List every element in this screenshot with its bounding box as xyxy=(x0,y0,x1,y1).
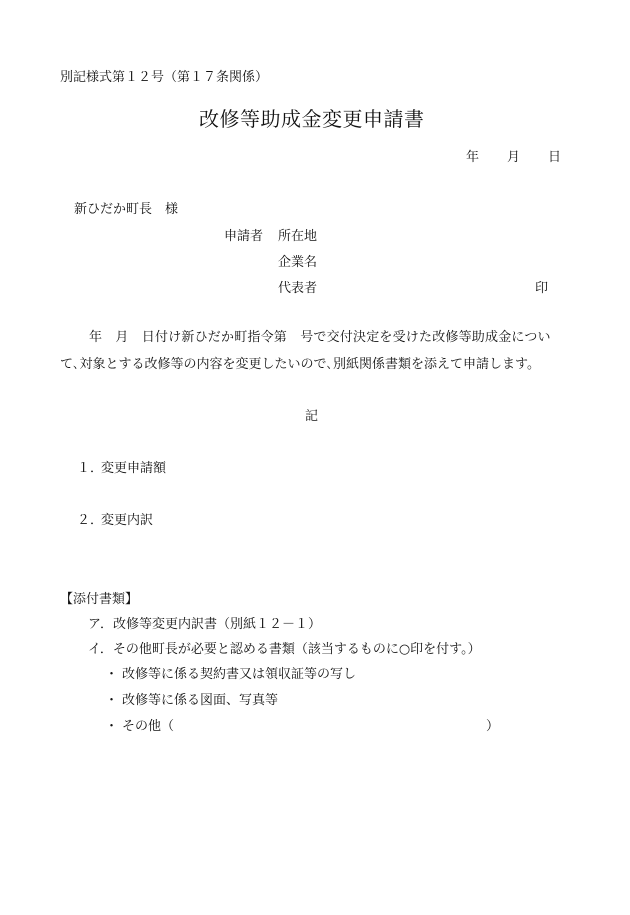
addressee: 新ひだか町長 様 xyxy=(74,202,179,217)
other-label: その他（ xyxy=(122,719,175,734)
bullet-icon: ・ xyxy=(105,693,119,708)
item-number: ２． xyxy=(77,513,104,528)
applicant-heading: 申請者 xyxy=(224,229,264,244)
representative-label: 代表者 xyxy=(278,281,318,296)
item-label: 変更申請額 xyxy=(101,461,167,476)
attachment-a: ア．改修等変更内訳書（別紙１２－１） xyxy=(88,617,321,632)
item-label: 変更内訳 xyxy=(101,513,154,528)
attachment-i: イ．その他町長が必要と認める書類（該当するものに○印を付す。） xyxy=(88,642,481,657)
seal-label: 印 xyxy=(535,281,549,296)
company-label: 企業名 xyxy=(278,255,318,270)
date-month-label: 月 xyxy=(507,150,521,165)
ki-label: 記 xyxy=(305,409,319,424)
date-year-label: 年 xyxy=(466,150,480,165)
bullet-text: 改修等に係る図面、写真等 xyxy=(122,693,279,708)
bullet-text: 改修等に係る契約書又は領収証等の写し xyxy=(122,667,357,682)
address-label: 所在地 xyxy=(278,229,318,244)
body-line-2: て､対象とする改修等の内容を変更したいので､別紙関係書類を添えて申請します。 xyxy=(60,357,540,372)
document-title: 改修等助成金変更申請書 xyxy=(199,107,425,131)
item-number: １． xyxy=(77,461,104,476)
date-day-label: 日 xyxy=(548,150,562,165)
body-line-1: 年 月 日付け新ひだか町指令第 号で交付決定を受けた改修等助成金につい xyxy=(89,330,551,345)
bullet-icon: ・ xyxy=(105,719,119,734)
attachments-heading: 【添付書類】 xyxy=(60,592,139,607)
other-close-paren: ） xyxy=(486,719,500,734)
form-reference: 別記様式第１２号（第１７条関係） xyxy=(60,70,269,85)
bullet-icon: ・ xyxy=(105,667,119,682)
